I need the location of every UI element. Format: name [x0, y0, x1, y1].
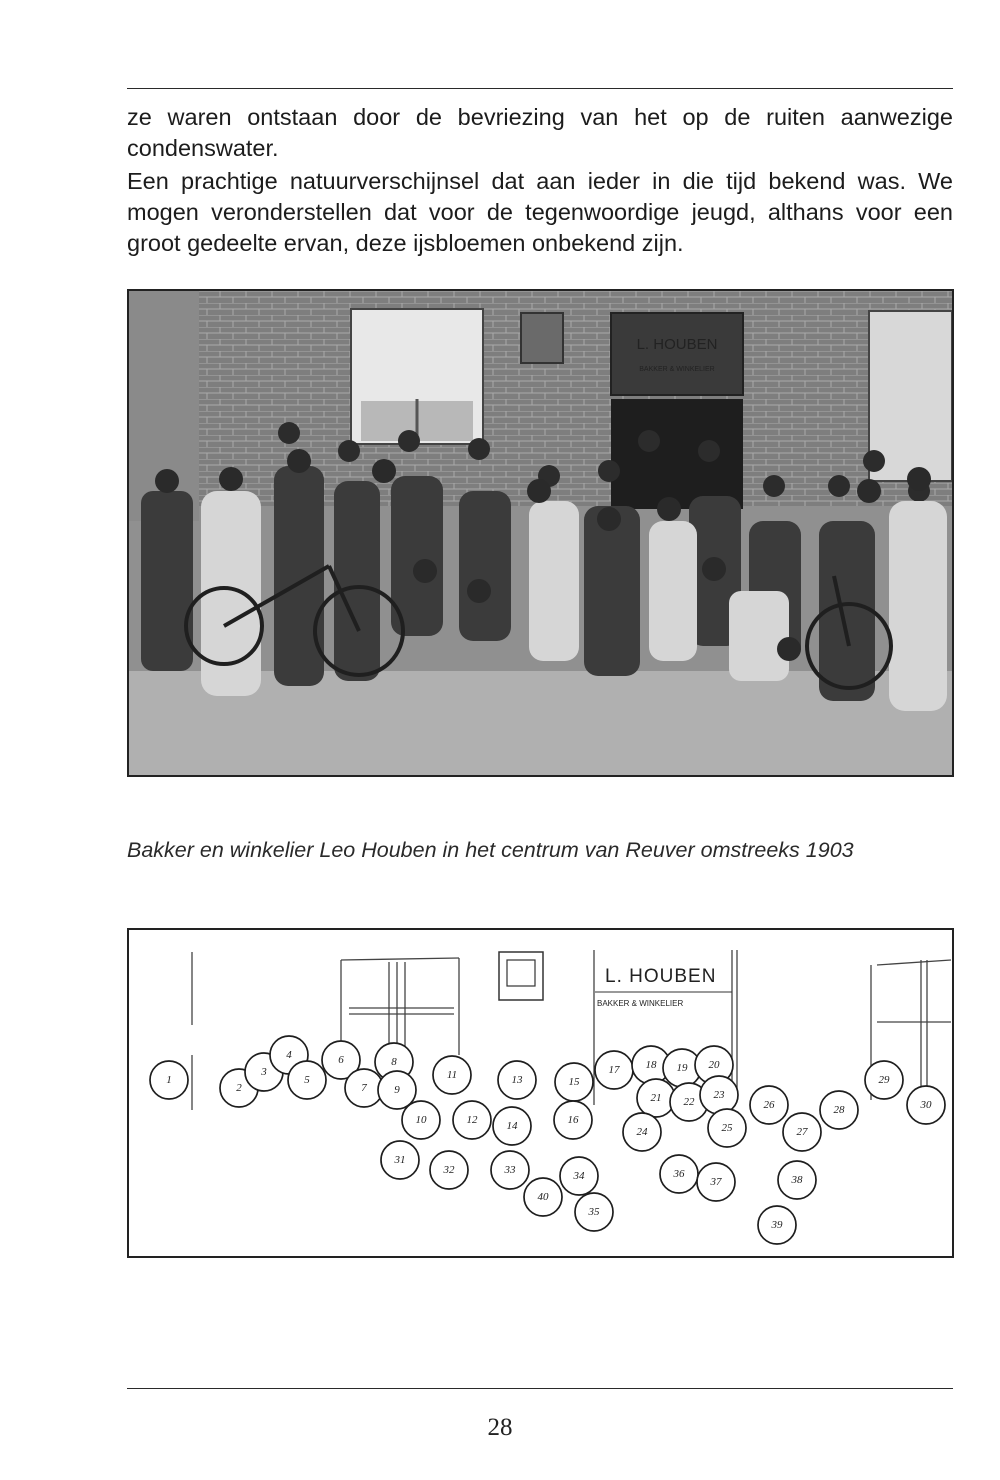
person-number-40: 40 — [537, 1191, 549, 1203]
photo-shop-sign-subtext: BAKKER & WINKELIER — [639, 366, 715, 373]
photo-shop-sign-text: L. HOUBEN — [636, 336, 718, 353]
person-number-5: 5 — [304, 1074, 310, 1086]
person-number-22: 22 — [683, 1096, 695, 1108]
person-number-35: 35 — [588, 1206, 600, 1218]
diagram-sign-text: L. HOUBEN — [605, 966, 717, 987]
photo-caption: Bakker en winkelier Leo Houben in het centrum van Reuver omstreeks 1903 — [127, 838, 854, 862]
numbered-person-diagram — [127, 928, 954, 1258]
person-number-29: 29 — [878, 1074, 890, 1086]
person-number-39: 39 — [771, 1219, 783, 1231]
person-number-27: 27 — [796, 1126, 808, 1138]
paragraph-body: Een prachtige natuurverschijnsel dat aan ieder in die tijd bekend was. We mogen veronderstellen dat voor de tegenwoordige jeugd, althans voor een groot gedeelte ervan, deze ijsbloemen onbekend zijn. — [127, 168, 953, 256]
person-number-11: 11 — [446, 1069, 458, 1081]
person-number-25: 25 — [721, 1122, 733, 1134]
person-number-18: 18 — [645, 1059, 657, 1071]
person-number-23: 23 — [713, 1089, 725, 1101]
person-number-10: 10 — [415, 1114, 427, 1126]
person-number-6: 6 — [338, 1054, 344, 1066]
diagram-sign-subtext: BAKKER & WINKELIER — [597, 999, 684, 1008]
person-number-1: 1 — [166, 1074, 172, 1086]
person-number-7: 7 — [361, 1082, 367, 1094]
top-rule — [127, 88, 953, 89]
person-number-16: 16 — [567, 1114, 579, 1126]
person-number-2: 2 — [236, 1082, 242, 1094]
person-number-12: 12 — [466, 1114, 478, 1126]
historical-group-photo — [127, 289, 954, 777]
page-number: 28 — [487, 1414, 513, 1441]
person-number-19: 19 — [676, 1062, 688, 1074]
person-number-24: 24 — [636, 1126, 648, 1138]
person-number-21: 21 — [650, 1092, 662, 1104]
person-number-28: 28 — [833, 1104, 845, 1116]
person-number-15: 15 — [568, 1076, 580, 1088]
person-number-37: 37 — [710, 1176, 722, 1188]
person-number-3: 3 — [261, 1066, 267, 1078]
person-number-32: 32 — [443, 1164, 455, 1176]
person-number-34: 34 — [573, 1170, 585, 1182]
person-number-8: 8 — [391, 1056, 397, 1068]
person-number-30: 30 — [920, 1099, 932, 1111]
person-number-38: 38 — [791, 1174, 803, 1186]
person-number-33: 33 — [504, 1164, 516, 1176]
person-number-26: 26 — [763, 1099, 775, 1111]
paragraph-intro: ze waren ontstaan door de bevriezing van het op de ruiten aanwezige condenswater. — [127, 104, 953, 161]
person-number-9: 9 — [394, 1084, 400, 1096]
person-number-13: 13 — [511, 1074, 523, 1086]
person-number-20: 20 — [708, 1059, 720, 1071]
person-number-17: 17 — [608, 1064, 620, 1076]
person-number-4: 4 — [286, 1049, 292, 1061]
person-number-31: 31 — [394, 1154, 406, 1166]
bottom-rule — [127, 1388, 953, 1389]
person-number-36: 36 — [673, 1168, 685, 1180]
person-number-14: 14 — [506, 1120, 518, 1132]
